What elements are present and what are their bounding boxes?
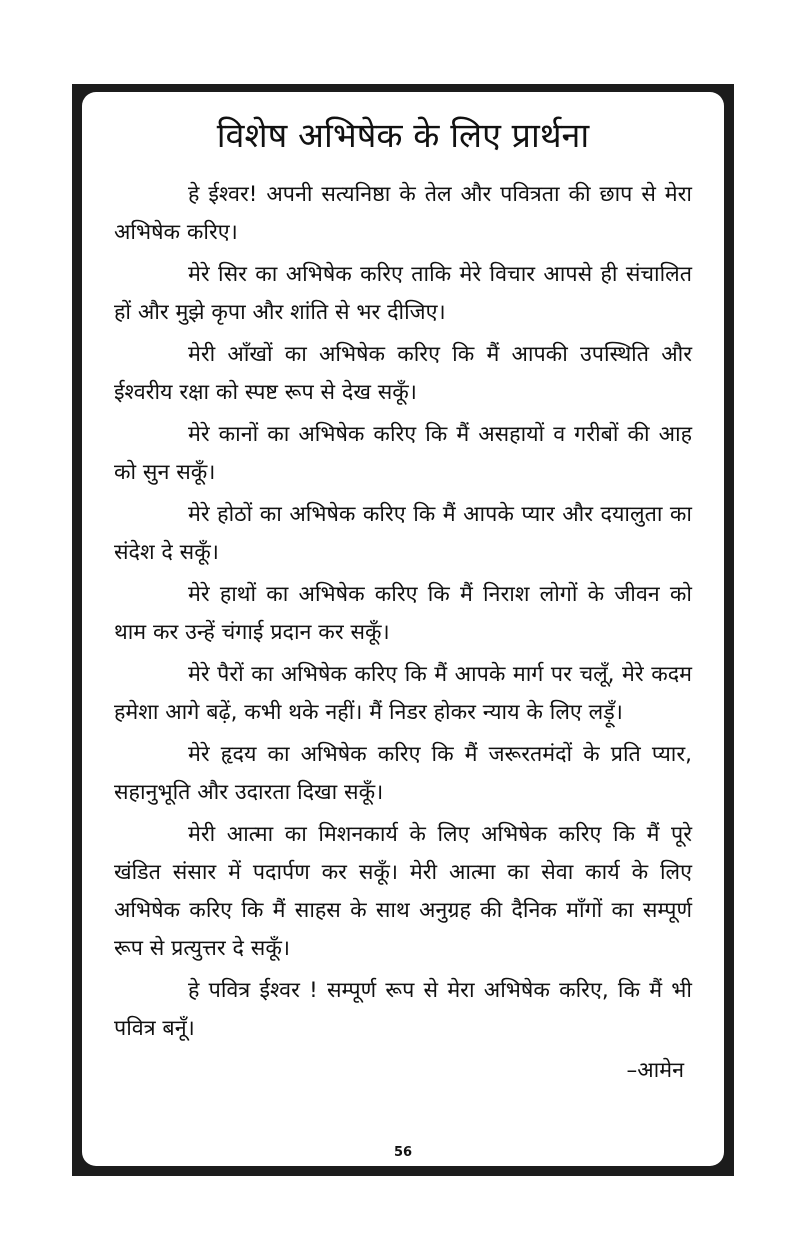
prayer-paragraph: हे पवित्र ईश्वर ! सम्पूर्ण रूप से मेरा अभिषेक करिए, कि मैं भी पवित्र बनूँ। [114, 978, 692, 1041]
prayer-paragraph: मेरे सिर का अभिषेक करिए ताकि मेरे विचार आपसे ही संचालित हों और मुझे कृपा और शांति से भर दीजिए। [114, 262, 692, 325]
prayer-body [114, 176, 692, 1090]
prayer-paragraph: मेरे पैरों का अभिषेक करिए कि मैं आपके मार्ग पर चलूँ, मेरे कदम हमेशा आगे बढ़ें, कभी थके नहीं। मैं निडर होकर न्याय के लिए लड़ूँ। [114, 662, 692, 725]
closing-amen: –आमेन [626, 1058, 684, 1083]
prayer-paragraph: हे ईश्वर! अपनी सत्यनिष्ठा के तेल और पवित्रता की छाप से मेरा अभिषेक करिए। [114, 182, 692, 245]
prayer-paragraph: मेरे होठों का अभिषेक करिए कि मैं आपके प्यार और दयालुता का संदेश दे सकूँ। [114, 502, 692, 565]
prayer-paragraph: मेरी आँखों का अभिषेक करिए कि मैं आपकी उपस्थिति और ईश्वरीय रक्षा को स्पष्ट रूप से देख सकूँ। [114, 342, 692, 405]
prayer-paragraph: मेरे कानों का अभिषेक करिए कि मैं असहायों व गरीबों की आह को सुन सकूँ। [114, 422, 692, 485]
page-frame [72, 84, 734, 1176]
page-number: 56 [393, 1145, 413, 1160]
prayer-paragraph: मेरी आत्मा का मिशनकार्य के लिए अभिषेक करिए कि मैं पूरे खंडित संसार में पदार्पण कर सकूँ। मेरी आत्मा का सेवा कार्य के लिए अभिषेक करिए कि मैं साहस के साथ अनुग्रह की दैनिक माँगों का सम्पूर्ण रूप से प्रत्युत्तर दे सकूँ। [114, 822, 692, 961]
page-card [82, 92, 724, 1166]
prayer-paragraph: मेरे हृदय का अभिषेक करिए कि मैं जरूरतमंदों के प्रति प्यार, सहानुभूति और उदारता दिखा सकूँ। [114, 742, 692, 805]
prayer-paragraph: मेरे हाथों का अभिषेक करिए कि मैं निराश लोगों के जीवन को थाम कर उन्हें चंगाई प्रदान कर सकूँ। [114, 582, 692, 645]
page-title: विशेष अभिषेक के लिए प्रार्थना [216, 116, 590, 156]
